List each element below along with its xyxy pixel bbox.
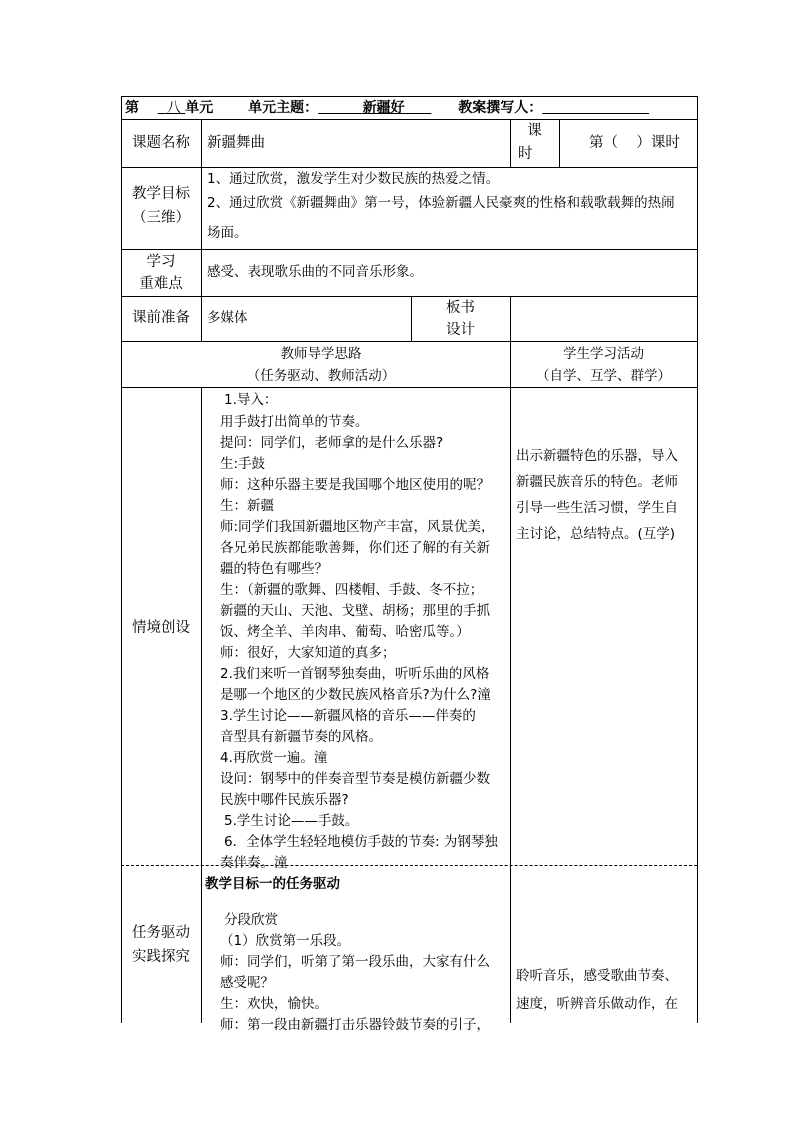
scene-label: 情境创设 [132, 620, 190, 636]
period-label-2: 时 [518, 146, 533, 162]
task-line: 生：欢快，愉快。 [220, 996, 328, 1012]
col-divider [510, 341, 511, 1023]
title-value: 新疆舞曲 [207, 135, 265, 151]
task-label-2: 实践探究 [132, 949, 190, 965]
scene-line: 提问：同学们，老师拿的是什么乐器? [220, 435, 444, 451]
unit-number: 八 [166, 100, 181, 116]
unit-suffix: 单元 [185, 100, 214, 116]
theme-label: 单元主题： [248, 100, 319, 116]
student-heading-2: （自学、互学、群学） [536, 368, 671, 384]
row-divider [121, 119, 697, 120]
teacher-heading-1: 教师导学思路 [280, 346, 362, 362]
scene-line: 各兄弟民族都能歌善舞，你们还了解的有关新 [220, 540, 490, 556]
scene-line: 4.再欣赏一遍。潼 [220, 750, 328, 766]
task-student-activity [516, 962, 696, 1018]
scene-line: 1.导入： [224, 392, 278, 408]
col-divider [510, 296, 511, 341]
unit-prefix: 第 [125, 100, 139, 116]
teacher-heading-2: （任务驱动、教师活动） [246, 368, 396, 384]
goals-label-2: （三维） [132, 210, 190, 226]
goals-line-1: 1、通过欣赏，激发学生对少数民族的热爱之情。 [207, 171, 500, 187]
title-label: 课题名称 [132, 135, 190, 151]
key-value: 感受、表现歌乐曲的不同音乐形象。 [207, 264, 423, 280]
scene-line: 是哪一个地区的少数民族风格音乐?为什么?潼 [220, 687, 491, 703]
student-line: 出示新疆特色的乐器，导入 [516, 448, 678, 464]
scene-line: 新疆的天山、天池、戈壁、胡杨；那里的手抓 [220, 603, 490, 619]
scene-student-activity [516, 443, 696, 547]
row-divider [121, 249, 697, 250]
key-label-1: 学习 [146, 254, 176, 270]
row-divider [121, 341, 697, 342]
scene-line: 用手鼓打出简单的节奏。 [220, 414, 369, 430]
scene-line: 生：（新疆的歌舞、四楼帽、手鼓、冬不拉； [220, 582, 484, 598]
goals-label-1: 教学目标 [132, 186, 190, 202]
student-line: 聆听音乐，感受歌曲节奏、 [516, 968, 678, 984]
writer-label: 教案撰写人： [458, 100, 543, 116]
period-label-1: 课 [527, 123, 542, 139]
scene-line: 6．全体学生轻轻地模仿手鼓的节奏: 为钢琴独 [224, 834, 498, 850]
scene-line: 音型具有新疆节奏的风格。 [220, 729, 382, 745]
table-border-right [697, 96, 698, 1023]
goals-line-2: 2、通过欣赏《新疆舞曲》第一号，体验新疆人民豪爽的性格和载歌载舞的热闹 [207, 195, 675, 211]
task-heading: 教学目标一的任务驱动 [205, 876, 340, 892]
col-divider [559, 119, 560, 167]
task-line: 师：同学们，听第了第一段乐曲，大家有什么 [220, 954, 490, 970]
prep-value: 多媒体 [207, 310, 248, 326]
student-line: 速度，听辨音乐做动作，在 [516, 996, 678, 1012]
board-label-1: 板书 [446, 300, 475, 316]
scene-line: 师：这种乐器主要是我国哪个地区使用的呢？ [220, 477, 490, 493]
task-label-1: 任务驱动 [132, 925, 190, 941]
scene-line: 3.学生讨论——新疆风格的音乐——伴奏的 [220, 708, 476, 724]
task-content [220, 910, 508, 1036]
scene-content [220, 389, 508, 874]
col-divider [201, 119, 202, 341]
scene-line: 师：很好，大家知道的真多； [220, 645, 396, 661]
prep-label: 课前准备 [132, 310, 190, 326]
scene-line: 设问：钢琴中的伴奏音型节奏是模仿新疆少数 [220, 771, 490, 787]
task-line: 感受呢？ [220, 975, 274, 991]
col-divider [201, 387, 202, 1023]
student-line: 引导一些生活习惯，学生自 [516, 500, 678, 516]
scene-line: 2.我们来听一首钢琴独奏曲，听听乐曲的风格 [220, 666, 490, 682]
row-divider [121, 296, 697, 297]
unit-header [125, 97, 695, 119]
table-border-left [121, 96, 122, 1023]
writer-blank [542, 100, 649, 116]
board-label-2: 设计 [446, 322, 475, 338]
scene-line: 饭、烤全羊、羊肉串、葡萄、哈密瓜等。） [220, 624, 470, 640]
scene-line: 民族中哪件民族乐器? [220, 792, 349, 808]
student-line: 新疆民族音乐的特色。老师 [516, 474, 678, 490]
period-value: 第（ ）课时 [589, 135, 680, 151]
scene-line: 师:同学们我国新疆地区物产丰富，风景优美， [220, 519, 495, 535]
task-line: 分段欣赏 [224, 912, 278, 928]
student-line: 主讨论，总结特点。(互学) [516, 526, 676, 542]
scene-line: 疆的特色有哪些？ [220, 561, 328, 577]
scene-line: 奏伴奏。潼 [220, 855, 288, 871]
scene-line: 生:手鼓 [220, 456, 266, 472]
scene-line: 5.学生讨论——手鼓。 [224, 813, 359, 829]
task-line: （1）欣赏第一乐段。 [220, 933, 351, 949]
scene-line: 生：新疆 [220, 498, 274, 514]
goals-line-3: 场面。 [207, 225, 248, 241]
key-label-2: 重难点 [139, 276, 183, 292]
theme-value: 新疆好 [362, 100, 405, 116]
student-heading-1: 学生学习活动 [563, 346, 644, 362]
task-line: 师：第一段由新疆打击乐器铃鼓节奏的引子， [220, 1017, 490, 1033]
